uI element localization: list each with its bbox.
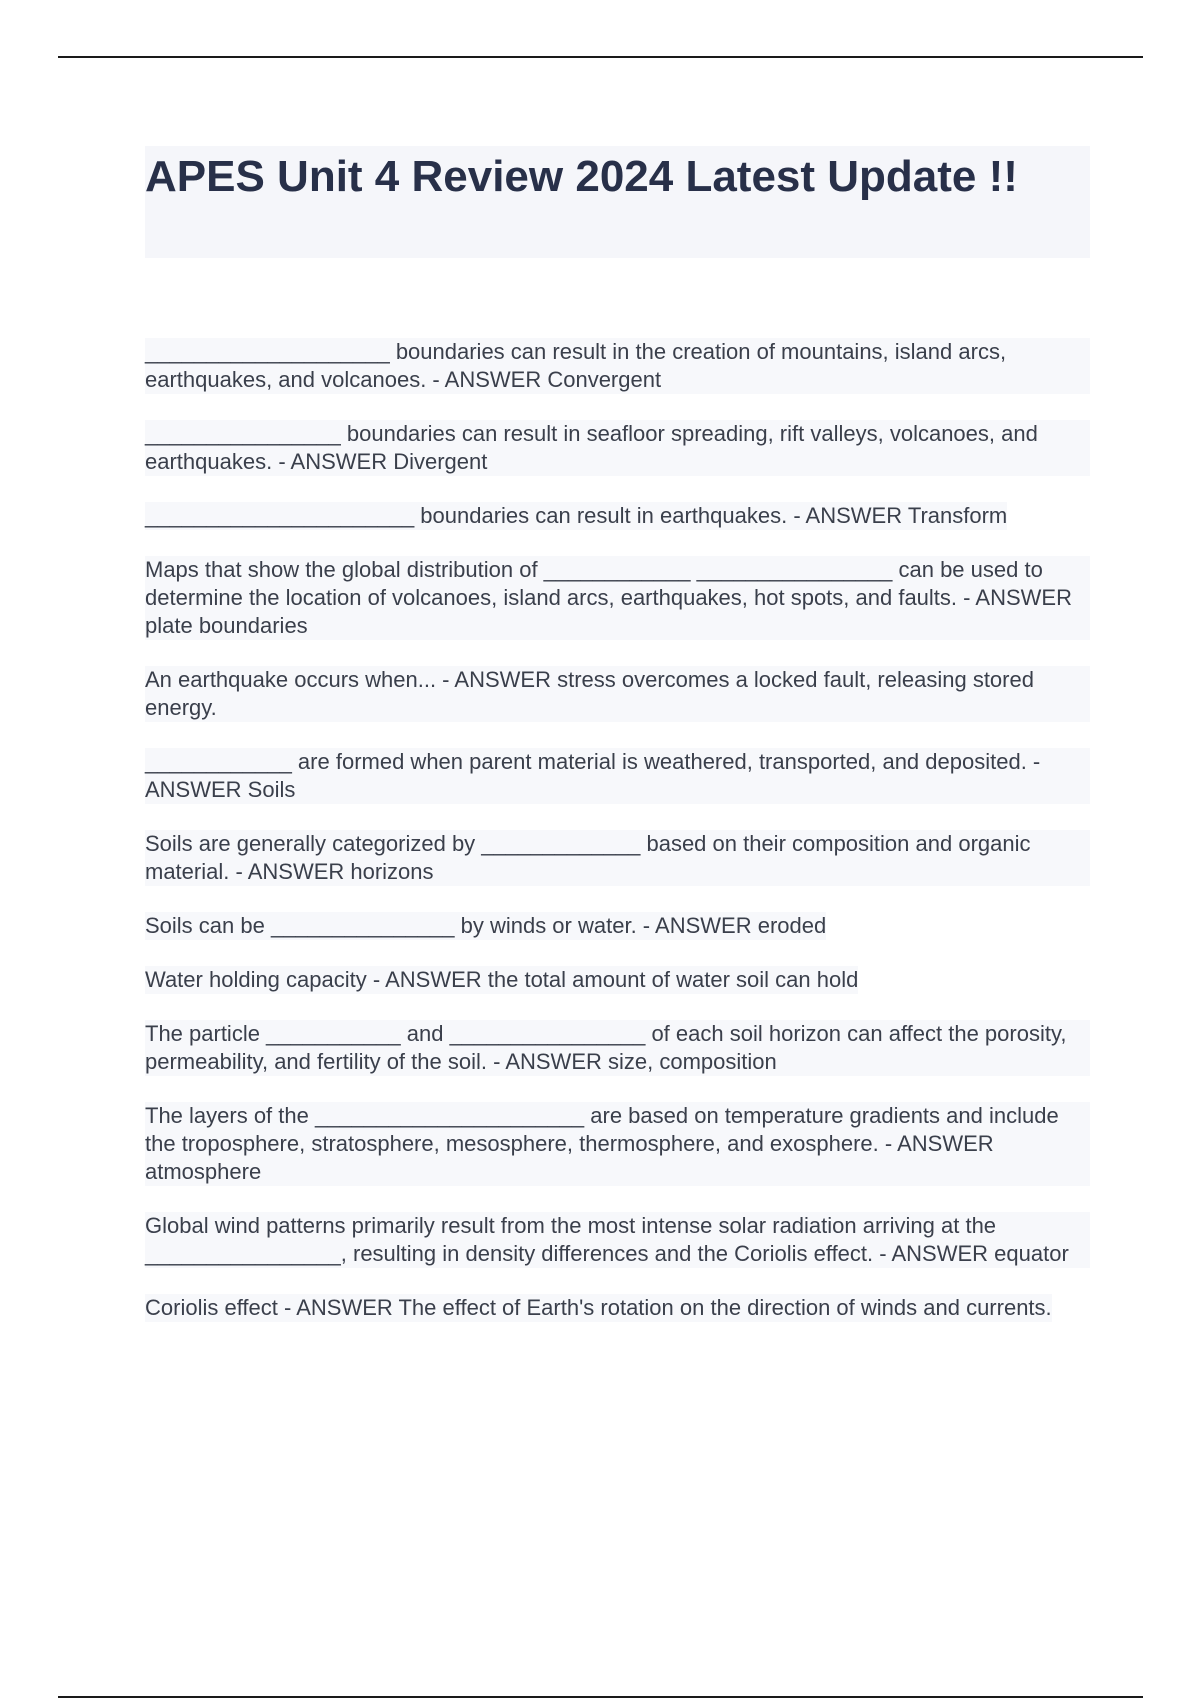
flashcard-answer: ANSWER The effect of Earth's rotation on the direction of winds and currents. — [296, 1295, 1052, 1320]
flashcard-question: Soils can be _______________ by winds or water. — [145, 913, 637, 938]
flashcard-question: Maps that show the global distribution of ____________ ________________ can be used to determine the location of volcanoes, island arcs, earthquakes, hot spots, and faults. — [145, 557, 1043, 610]
flashcard-answer: ANSWER horizons — [247, 859, 434, 884]
flashcard-question: Water holding capacity — [145, 967, 367, 992]
document-page — [145, 146, 1090, 1348]
separator: - — [366, 967, 386, 992]
flashcard-question: Global wind patterns primarily result from the most intense solar radiation arriving at the ________________, resulting in density differences and the Coriolis effect. — [145, 1213, 997, 1266]
separator: - — [229, 859, 248, 884]
flashcard — [145, 748, 1090, 804]
flashcard — [145, 830, 1090, 886]
separator: - — [878, 1131, 898, 1156]
flashcard — [145, 338, 1090, 394]
flashcard-list — [145, 338, 1090, 1322]
flashcard — [145, 502, 1007, 530]
flashcard — [145, 1020, 1090, 1076]
flashcard-question: Soils are generally categorized by _____________ based on their composition and organic material. — [145, 831, 1031, 884]
flashcard-question: An earthquake occurs when... — [145, 667, 437, 692]
flashcard-question: ____________________ boundaries can result in the creation of mountains, island arcs, earthquakes, and volcanoes. — [145, 339, 1007, 392]
flashcard-question: ____________ are formed when parent material is weathered, transported, and deposited. — [145, 749, 1027, 774]
separator: - — [787, 503, 806, 528]
flashcard-answer: ANSWER Soils — [145, 777, 296, 802]
flashcard — [145, 420, 1090, 476]
separator: - — [277, 1295, 297, 1320]
flashcard — [145, 1294, 1052, 1322]
flashcard-answer: ANSWER Divergent — [290, 449, 488, 474]
separator: - — [957, 585, 976, 610]
separator: - — [873, 1241, 892, 1266]
page-title: APES Unit 4 Review 2024 Latest Update !! — [145, 152, 1018, 201]
flashcard-question: The particle ___________ and ________________ of each soil horizon can affect the porosity, permeability, and fertility of the soil. — [145, 1021, 1067, 1074]
flashcard-answer: ANSWER plate boundaries — [145, 585, 1072, 638]
flashcard — [145, 1212, 1090, 1268]
flashcard-question: ______________________ boundaries can result in earthquakes. — [145, 503, 788, 528]
flashcard-question: Coriolis effect — [145, 1295, 278, 1320]
flashcard-answer: ANSWER atmosphere — [145, 1131, 994, 1184]
separator: - — [426, 367, 445, 392]
flashcard-question: The layers of the ______________________ are based on temperature gradients and include the troposphere, stratosphere, mesosphere, thermosphere, and exosphere. — [145, 1103, 1059, 1156]
separator: - — [1026, 749, 1041, 774]
flashcard-question: ________________ boundaries can result in seafloor spreading, rift valleys, volcanoes, and earthquakes. — [145, 421, 1038, 474]
flashcard — [145, 556, 1090, 640]
flashcard-answer: ANSWER the total amount of water soil can hold — [385, 967, 859, 992]
flashcard-answer: ANSWER Convergent — [444, 367, 662, 392]
flashcard-answer: ANSWER stress overcomes a locked fault, releasing stored energy. — [145, 667, 1034, 720]
flashcard-answer: ANSWER equator — [891, 1241, 1069, 1266]
title-block — [145, 146, 1090, 258]
bottom-rule — [58, 1696, 1143, 1698]
flashcard-answer: ANSWER Transform — [805, 503, 1008, 528]
flashcard — [145, 912, 826, 940]
separator: - — [486, 1049, 506, 1074]
flashcard — [145, 966, 858, 994]
separator: - — [636, 913, 656, 938]
flashcard-answer: ANSWER size, composition — [505, 1049, 777, 1074]
top-rule — [58, 56, 1143, 58]
flashcard — [145, 1102, 1090, 1186]
separator: - — [272, 449, 291, 474]
flashcard-answer: ANSWER eroded — [655, 913, 827, 938]
flashcard — [145, 666, 1090, 722]
separator: - — [436, 667, 455, 692]
